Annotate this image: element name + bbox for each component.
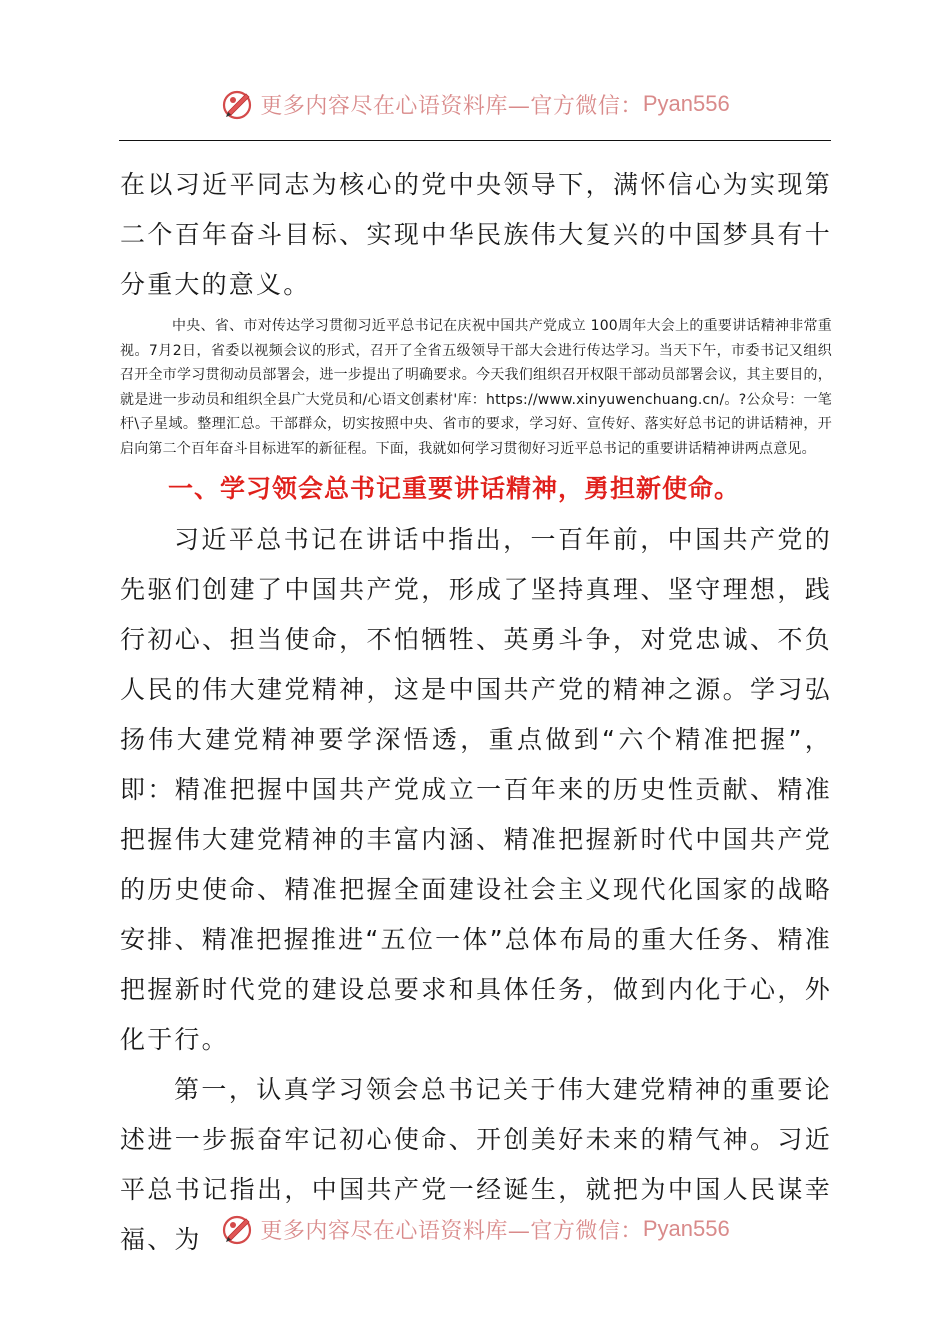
watermark-wechat-id: Pyan556 bbox=[642, 91, 730, 116]
document-body bbox=[120, 160, 832, 1265]
watermark-brand: 更多内容尽在心语资料库—官方微信： bbox=[260, 93, 643, 119]
header-rule bbox=[119, 140, 831, 141]
pen-logo-icon bbox=[220, 86, 256, 122]
paragraph-1: 在以习近平同志为核心的党中央领导下，满怀信心为实现第二个百年奋斗目标、实现中华民族伟大复兴的中国梦具有十分重大的意义。 bbox=[120, 170, 832, 299]
paragraph-4: 第一，认真学习领会总书记关于伟大建党精神的重要论述进一步振奋牢记初心使命、开创美好未来的精气神。习近平总书记指出，中国共产党一经诞生，就把为中国人民谋幸福、为 bbox=[120, 1075, 832, 1254]
watermark-wechat-id-footer: Pyan556 bbox=[642, 1216, 730, 1241]
section-heading-1: 一、学习领会总书记重要讲话精神，勇担新使命。 bbox=[168, 474, 741, 503]
watermark-brand-footer: 更多内容尽在心语资料库—官方微信： bbox=[260, 1218, 643, 1244]
paragraph-3: 习近平总书记在讲话中指出，一百年前，中国共产党的先驱们创建了中国共产党，形成了坚持真理、坚守理想，践行初心、担当使命，不怕牺牲、英勇斗争，对党忠诚、不负人民的伟大建党精神，这是中国共产党的精神之源。学习弘扬伟大建党精神要学深悟透，重点做到“六个精准把握”，即：精准把握中国共产党成立一百年来的历史性贡献、精准把握伟大建党精神的丰富内涵、精准把握新时代中国共产党的历史使命、精准把握全面建设社会主义现代化国家的战略安排、精准把握推进“五位一体”总体布局的重大任务、精准把握新时代党的建设总要求和具体任务，做到内化于心，外化于行。 bbox=[120, 525, 832, 1054]
watermark-header bbox=[0, 84, 950, 124]
paragraph-2: 中央、省、市对传达学习贯彻习近平总书记在庆祝中国共产党成立 100周年大会上的重要讲话精神非常重视。7月2日，省委以视频会议的形式，召开了全省五级领导干部大会进行传达学习。当天下午，市委书记又组织召开全市学习贯彻动员部署会，进一步提出了明确要求。今天我们组织召开权限干部动员部署会议，其主要目的，就是进一步动员和组织全县广大党员和/心语文创素材'库：https://www.xinyuwenchuang.cn/。?公众号：一笔杆\子星域。整理汇总。干部群众，切实按照中央、省市的要求，学习好、宣传好、落实好总书记的讲话精神，开启向第二个百年奋斗目标进军的新征程。下面，我就如何学习贯彻好习近平总书记的重要讲话精神讲两点意见。 bbox=[120, 318, 832, 457]
pen-logo-icon bbox=[220, 1211, 256, 1247]
watermark-footer bbox=[0, 1209, 950, 1249]
